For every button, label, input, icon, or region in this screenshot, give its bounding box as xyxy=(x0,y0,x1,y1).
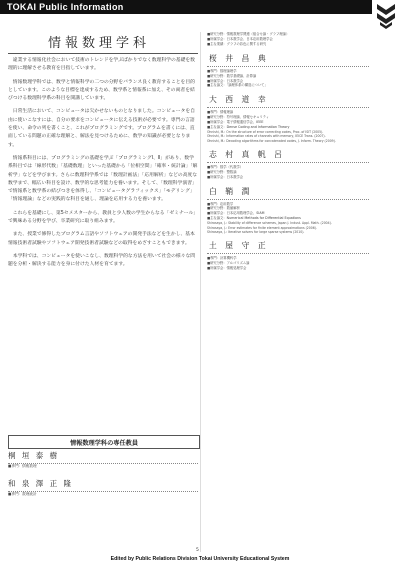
faculty-heading: 情報数理学科の専任教員 xyxy=(8,435,200,449)
faculty-detail: ■主な論文：「論理体系の構造について」 xyxy=(207,83,268,88)
faculty-name: 和 泉 澤 正 隆 xyxy=(8,478,198,492)
faculty-detail: ■専門：計算機科学 xyxy=(207,256,237,261)
faculty-name: 白 鞘 潤 xyxy=(207,182,369,200)
intro-paragraph: 日常生活において、コンピュータは欠かせないものとなりました。コンピュータを自由に使いこなすには、自分の要求をコンピュータに伝える技術が必要です。専門の言語を使い、命令の列を書くこと、これがプログラミングです。プログラムを書くには、直面している問題の正確な理解と、解法を見つけるために、数学の知識が必要となります。 xyxy=(8,109,195,148)
faculty-name: 大 西 道 幸 xyxy=(207,90,369,108)
faculty-detail: ■主な論文：Numerical Methods for Differential Equations xyxy=(207,216,301,221)
publication: Shirasaya, J.: Iterative solvers for large sparse systems (2010). xyxy=(207,229,305,234)
department-column xyxy=(8,32,198,447)
faculty-entry xyxy=(207,90,369,143)
faculty-entry-continued xyxy=(207,32,369,47)
faculty-detail: ■主な業績：グラフの彩色に関する研究 xyxy=(207,41,267,46)
publication: Shirasaya, J.: Error estimates for finite element approximations (2006). xyxy=(207,225,317,230)
faculty-detail: ■所属学会：日本数学会、日本応用数理学会 xyxy=(207,36,273,41)
faculty-detail: ■専門：応用数学 xyxy=(207,201,234,206)
faculty-detail: ■専門：数理論理学 xyxy=(207,68,237,73)
faculty-entry xyxy=(207,145,369,180)
faculty-detail: ■所属学会：日本数学会 xyxy=(207,174,244,179)
intro-paragraph: 違業する情報化社会において技術のトレンドを学ぶばかりでなく数理科学の基礎を数理的に理解させる教育を目指しています。 xyxy=(8,58,195,72)
faculty-detail: ■所属学会：情報処理学会 xyxy=(207,265,247,270)
faculty-detail: ■研究分野：整数論 xyxy=(207,169,237,174)
university-logo-icon xyxy=(376,2,396,30)
intro-paragraph: また、授業で修得したプログラム言語やソフトウェアの開発手法などを生かし、基本情報技術者試験やソフトウェア開発技術者試験などの取得をめざすこともできます。 xyxy=(8,232,195,246)
faculty-name: 土 屋 守 正 xyxy=(207,236,369,254)
faculty-column xyxy=(207,32,369,273)
intro-paragraph: 本学科では、コンピュータを使いこなし、数理科学的な方法を用いて社会の様々な問題を分析・解決する能力を身に付けた人材を育てます。 xyxy=(8,253,196,268)
intro-paragraph: 情報系科目には、プログラミングの基礎を学ぶ「プログラミングⅠ、Ⅱ」があり、数学系科目では「線形代数」「基礎数理」といった基礎から「位相空間」「確率・統計論」「解析学」などを学びます。さらに数理科学系では「数理計画法」「応用解析」などの高度な数学まで、幅広い科目を設け、数学的な思考能力を養います。そして、「数理科学演習」で情報系と数学系の結びつきを体得し、「コンピュータグラフィックス」「モデリング」「情報理論」などの実践的な科目を通し、理論を応用する力を養います。 xyxy=(8,155,198,203)
page-number: 5 xyxy=(196,548,199,553)
faculty-name: 桐 垣 泰 樹 xyxy=(8,450,198,464)
faculty-detail: ■研究分野：情報数理学関連（組合せ論・グラフ理論） xyxy=(207,32,290,36)
faculty-detail: ■研究分野：アルゴリズム論 xyxy=(207,261,250,265)
header-title: TOKAI Public Information xyxy=(7,2,124,12)
faculty-detail: ■専門：数学（代数学） xyxy=(207,164,244,169)
faculty-detail: ■研究分野：数学基礎論、計算論 xyxy=(207,73,257,78)
faculty-entry xyxy=(207,236,369,271)
faculty-detail: ■研究分野：符号理論、情報セキュリティ xyxy=(207,115,270,120)
publication: Shirasaya, J.: Stability of difference schemes, Japan J. Indust. Appl. Math. (2004). xyxy=(207,221,332,226)
publication: Ohnishi, M.: On the structure of error correcting codes, Proc. of ISIT (2005). xyxy=(207,129,324,134)
footer-credit: Edited by Public Relations Division Tokai University Educational System xyxy=(110,556,290,562)
header-bar xyxy=(0,0,372,14)
column-divider xyxy=(200,32,201,552)
publication: Ohnishi, M.: Information rates of channels with memory, IEICE Trans. (2007). xyxy=(207,134,326,139)
intro-paragraph: 情報数理学科では、数学と情報科学の二つの分野をバランス良く教育することを目的としています。このような目標を達成するため、数学系と情報系に加え、その両者を結びつける数理科学系の科目を開講しています。 xyxy=(8,79,195,102)
faculty-detail: ■専門：情報理論 xyxy=(207,110,234,115)
faculty-name: 志 村 真 帆 呂 xyxy=(207,145,369,163)
faculty-entry xyxy=(207,49,369,89)
faculty-info: ■専門：情報数理 xyxy=(8,464,37,468)
faculty-entry xyxy=(207,182,369,235)
faculty-detail: ■主な論文：Dense Coding and Information Theory xyxy=(207,125,290,130)
intro-paragraph: これらを基礎にし、第5セメスターから、教員と少人数の学生からなる「ゼミナール」で興味ある分野を学び、卒業研究に取り組みます。 xyxy=(8,210,196,225)
publication: Ohnishi, M.: Decoding algorithms for concatenated codes, J. Inform. Theory (2009). xyxy=(207,138,336,143)
faculty-detail: ■所属学会：電子情報通信学会、IEEE xyxy=(207,120,264,125)
faculty-name: 桜 井 昌 典 xyxy=(207,49,369,67)
faculty-detail: ■所属学会：日本応用数理学会、SIAM xyxy=(207,211,265,216)
department-title: 情報数理学科 xyxy=(8,32,198,54)
faculty-detail: ■所属学会：日本数学会 xyxy=(207,78,244,83)
faculty-entry xyxy=(8,478,198,497)
faculty-entry xyxy=(8,450,198,469)
faculty-detail: ■研究分野：数値解析 xyxy=(207,206,240,211)
faculty-info: ■専門：数理統計 xyxy=(8,492,37,496)
